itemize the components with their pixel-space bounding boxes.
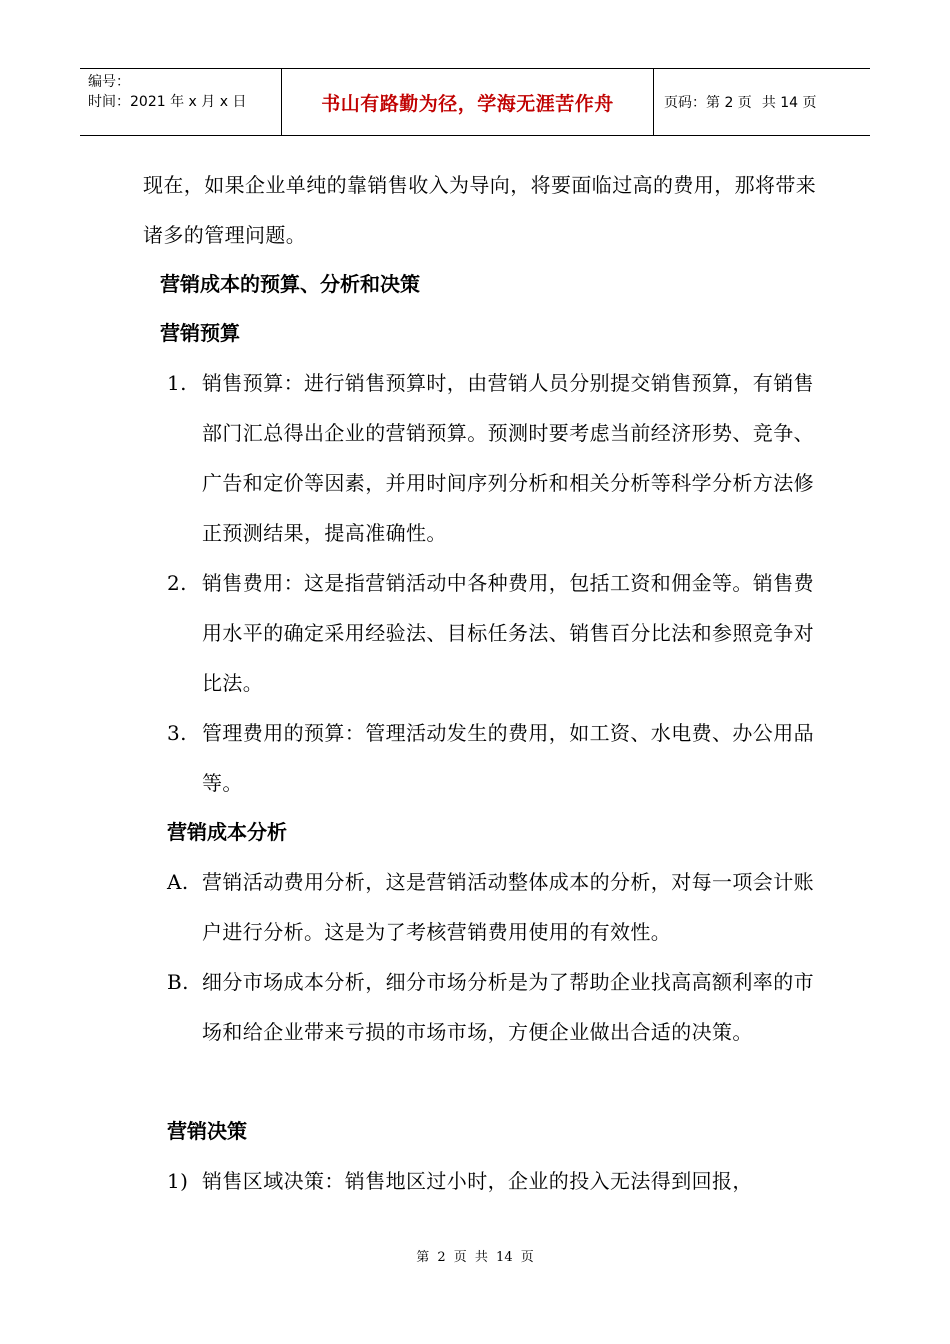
list-item-text: 营销活动费用分析，这是营销活动整体成本的分析，对每一项会计账户进行分析。这是为了考核营销费用使用的有效性。 [202,870,814,944]
list-item-text: 管理费用的预算：管理活动发生的费用，如工资、水电费、办公用品等。 [202,721,814,795]
list-item [167,708,827,808]
list-item-text: 细分市场成本分析，细分市场分析是为了帮助企业找高高额利率的市场和给企业带来亏损的市场市场，方便企业做出合适的决策。 [202,970,814,1044]
section-title: 营销成本的预算、分析和决策 [160,272,420,296]
list-item-text: 销售预算：进行销售预算时，由营销人员分别提交销售预算，有销售部门汇总得出企业的营销预算。预测时要考虑当前经济形势、竞争、广告和定价等因素，并用时间序列分析和相关分析等科学分析方法修正预测结果，提高准确性。 [202,371,814,545]
list-item-text: 销售区域决策：销售地区过小时，企业的投入无法得到回报， [202,1169,753,1193]
page-footer: 第 2 页 共 14 页 [416,1250,534,1265]
list-marker: 1) [167,1169,189,1193]
budget-heading: 营销预算 [160,321,240,345]
list-marker: 1. [167,371,187,395]
decision-heading: 营销决策 [167,1119,247,1143]
list-item [167,358,827,558]
intro-paragraph: 现在，如果企业单纯的靠销售收入为导向，将要面临过高的费用，那将带来诸多的管理问题。 [143,173,817,247]
list-item [167,957,827,1057]
header-meta [80,69,282,135]
date-label: 时间：2021 年 x 月 x 日 [88,94,247,110]
page-header [80,68,870,136]
list-item-text: 销售费用：这是指营销活动中各种费用，包括工资和佣金等。销售费用水平的确定采用经验法、目标任务法、销售百分比法和参照竞争对比法。 [202,571,814,695]
list-item [167,857,827,957]
header-page-info [654,69,870,135]
list-marker: 2. [167,571,187,595]
list-marker: 3. [167,721,187,745]
header-page-number: 页码：第 2 页 [664,95,752,111]
list-item [167,1156,827,1206]
serial-number-label: 编号： [88,74,130,90]
header-total-pages: 共 14 页 [761,95,817,111]
list-marker: A. [167,870,189,894]
list-item [167,558,827,708]
analysis-heading: 营销成本分析 [167,820,287,844]
header-motto: 书山有路勤为径，学海无涯苦作舟 [282,69,654,135]
list-marker: B. [167,970,189,994]
